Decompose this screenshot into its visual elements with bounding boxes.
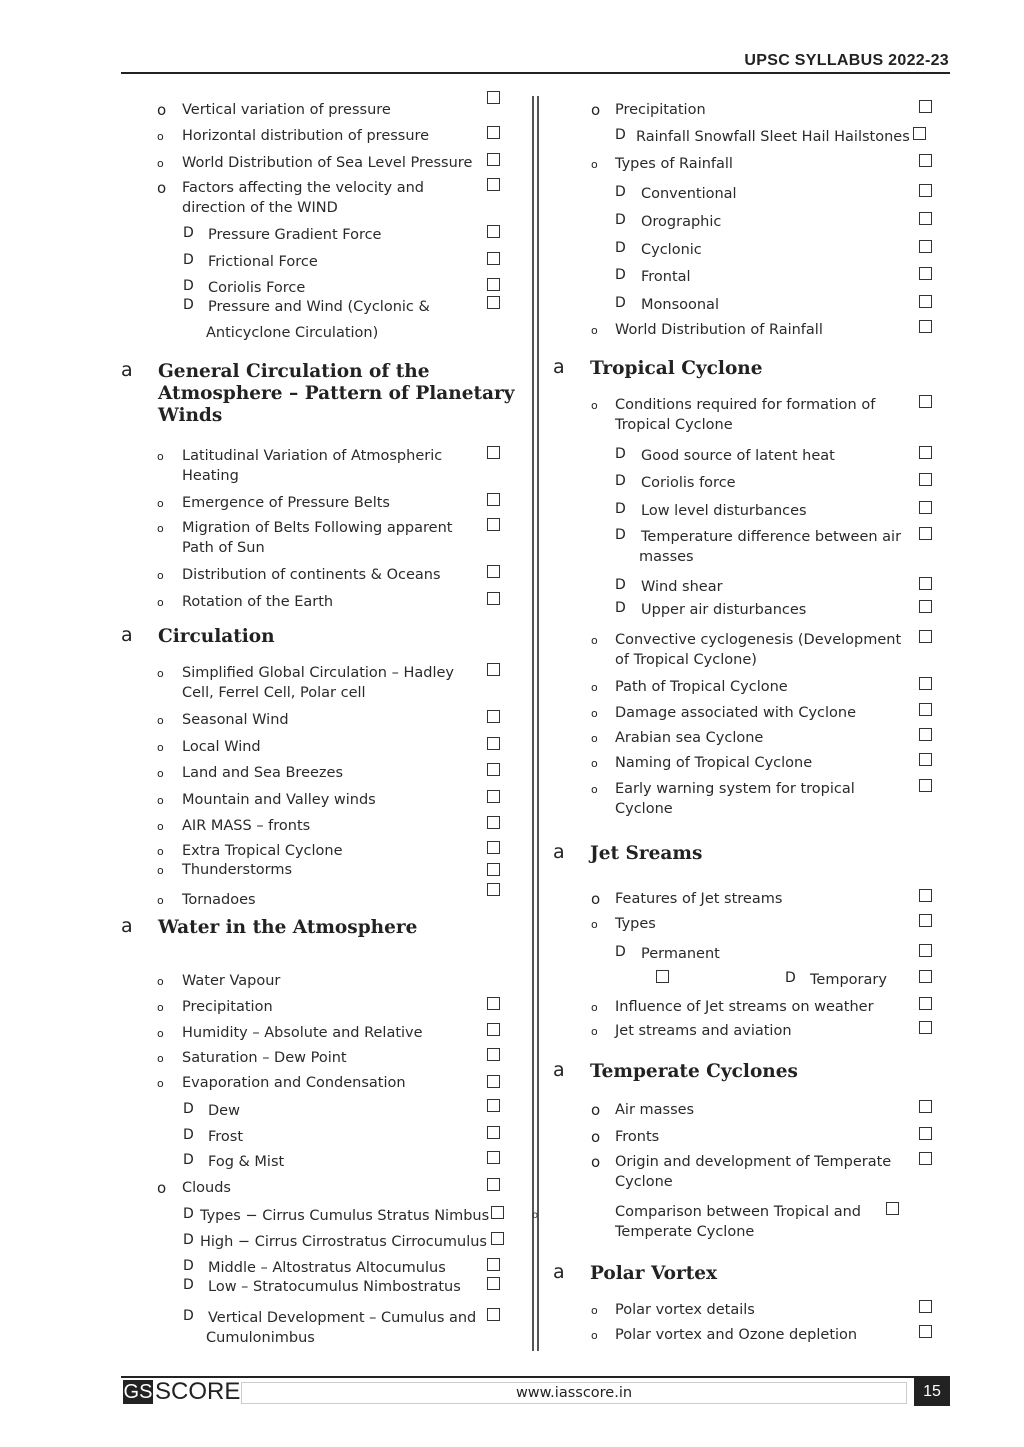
syllabus-subtopic: Temporary: [810, 972, 887, 988]
checkbox[interactable]: [487, 126, 500, 139]
syllabus-subtopic: Middle – Altostratus Altocumulus: [208, 1260, 446, 1276]
syllabus-topic: Tropical Cyclone: [615, 417, 733, 433]
checkbox[interactable]: [487, 1126, 500, 1139]
syllabus-topic: Local Wind: [182, 739, 261, 755]
list-bullet: o: [157, 1052, 164, 1065]
checkbox[interactable]: [919, 527, 932, 540]
syllabus-topic: Temperate Cyclone: [615, 1224, 755, 1240]
section-bullet: a: [553, 1261, 565, 1283]
section-bullet: a: [121, 624, 133, 646]
checkbox[interactable]: [487, 1308, 500, 1321]
list-bullet: o: [157, 794, 164, 807]
list-bullet: o: [591, 757, 598, 770]
checkbox[interactable]: [919, 1127, 932, 1140]
list-bullet: o: [591, 707, 598, 720]
syllabus-subtopic: masses: [639, 549, 694, 565]
checkbox[interactable]: [919, 295, 932, 308]
checkbox[interactable]: [487, 737, 500, 750]
sub-bullet: D: [615, 600, 626, 616]
checkbox[interactable]: [487, 763, 500, 776]
list-bullet: o: [591, 324, 598, 337]
sub-bullet: D: [615, 184, 626, 200]
syllabus-topic: Evaporation and Condensation: [182, 1075, 406, 1091]
checkbox[interactable]: [919, 1300, 932, 1313]
syllabus-subtopic: Vertical Development – Cumulus and: [208, 1310, 477, 1326]
page-number: 15: [914, 1378, 950, 1406]
syllabus-topic: Distribution of continents & Oceans: [182, 567, 441, 583]
checkbox[interactable]: [919, 944, 932, 957]
sub-bullet: D: [183, 297, 194, 313]
syllabus-topic: Extra Tropical Cyclone: [182, 843, 343, 859]
list-bullet: o: [591, 1001, 598, 1014]
checkbox[interactable]: [919, 184, 932, 197]
checkbox[interactable]: [487, 252, 500, 265]
syllabus-subtopic: Frontal: [641, 269, 691, 285]
syllabus-subtopic: Monsoonal: [641, 297, 719, 313]
sub-bullet: D: [183, 1127, 194, 1143]
page-header-title: UPSC SYLLABUS 2022-23: [744, 52, 949, 69]
syllabus-topic: Jet streams and aviation: [615, 1023, 792, 1039]
list-bullet: o: [591, 1304, 598, 1317]
section-bullet: a: [553, 841, 565, 863]
sub-bullet: D: [183, 1277, 194, 1293]
syllabus-topic: direction of the WIND: [182, 200, 338, 216]
checkbox[interactable]: [919, 1100, 932, 1113]
syllabus-topic: Origin and development of Temperate: [615, 1154, 892, 1170]
syllabus-subtopic: Upper air disturbances: [641, 602, 807, 618]
checkbox[interactable]: [919, 1021, 932, 1034]
syllabus-subtopic: Low level disturbances: [641, 503, 807, 519]
checkbox[interactable]: [487, 153, 500, 166]
syllabus-topic: Polar vortex and Ozone depletion: [615, 1327, 858, 1343]
syllabus-topic: Types of Rainfall: [615, 156, 733, 172]
checkbox[interactable]: [919, 212, 932, 225]
checkbox[interactable]: [919, 446, 932, 459]
sub-bullet: D: [615, 577, 626, 593]
sub-bullet: D: [785, 970, 796, 986]
checkbox[interactable]: [919, 1325, 932, 1338]
syllabus-subtopic: Rainfall Snowfall Sleet Hail Hailstones: [636, 129, 910, 145]
syllabus-topic: Saturation – Dew Point: [182, 1050, 347, 1066]
sub-bullet: D: [615, 501, 626, 517]
syllabus-topic: Path of Tropical Cyclone: [615, 679, 788, 695]
checkbox[interactable]: [919, 630, 932, 643]
checkbox[interactable]: [487, 1151, 500, 1164]
checkbox[interactable]: [487, 225, 500, 238]
checkbox[interactable]: [487, 1277, 500, 1290]
checkbox[interactable]: [487, 841, 500, 854]
list-bullet: o: [157, 1027, 164, 1040]
list-bullet: o: [157, 894, 164, 907]
sub-bullet: D: [615, 527, 626, 543]
checkbox[interactable]: [487, 816, 500, 829]
syllabus-topic: Path of Sun: [182, 540, 265, 556]
checkbox[interactable]: [919, 728, 932, 741]
checkbox[interactable]: [919, 473, 932, 486]
column-divider: [532, 96, 534, 1351]
checkbox[interactable]: [487, 710, 500, 723]
list-bullet: o: [157, 1001, 164, 1014]
syllabus-subtopic: Pressure Gradient Force: [208, 227, 382, 243]
syllabus-subtopic: Cumulonimbus: [206, 1330, 315, 1346]
syllabus-subtopic: Temperature difference between air: [641, 529, 902, 545]
syllabus-topic: Polar vortex details: [615, 1302, 755, 1318]
score-logo: SCORE: [155, 1378, 241, 1405]
checkbox[interactable]: [919, 267, 932, 280]
checkbox[interactable]: [919, 889, 932, 902]
list-bullet: o: [157, 667, 164, 680]
section-title: Polar Vortex: [590, 1263, 718, 1284]
section-bullet: a: [121, 359, 133, 381]
syllabus-topic: Migration of Belts Following apparent: [182, 520, 453, 536]
syllabus-topic: Thunderstorms: [182, 862, 293, 878]
syllabus-topic: World Distribution of Sea Level Pressure: [182, 155, 473, 171]
checkbox[interactable]: [487, 790, 500, 803]
syllabus-topic: Conditions required for formation of: [615, 397, 876, 413]
checkbox[interactable]: [919, 753, 932, 766]
list-bullet: o: [591, 1101, 601, 1119]
syllabus-subtopic: Low – Stratocumulus Nimbostratus: [208, 1279, 461, 1295]
checkbox[interactable]: [913, 127, 926, 140]
checkbox[interactable]: [491, 1232, 504, 1245]
section-bullet: a: [553, 1059, 565, 1081]
syllabus-subtopic: Coriolis Force: [208, 280, 306, 296]
syllabus-topic: Fronts: [615, 1129, 660, 1145]
syllabus-topic: Precipitation: [182, 999, 273, 1015]
syllabus-topic: Cyclone: [615, 801, 673, 817]
list-bullet: o: [157, 157, 164, 170]
checkbox[interactable]: [919, 395, 932, 408]
checkbox[interactable]: [919, 703, 932, 716]
list-bullet: o: [591, 158, 598, 171]
syllabus-topic: Humidity – Absolute and Relative: [182, 1025, 423, 1041]
checkbox[interactable]: [656, 970, 669, 983]
checkbox[interactable]: [487, 1023, 500, 1036]
syllabus-topic: Types: [615, 916, 656, 932]
syllabus-topic: Horizontal distribution of pressure: [182, 128, 430, 144]
syllabus-topic: Mountain and Valley winds: [182, 792, 376, 808]
list-bullet: o: [591, 890, 601, 908]
checkbox[interactable]: [919, 600, 932, 613]
section-bullet: a: [121, 915, 133, 937]
syllabus-subtopic: Conventional: [641, 186, 737, 202]
sub-bullet: D: [615, 473, 626, 489]
checkbox[interactable]: [487, 1258, 500, 1271]
list-bullet: o: [591, 681, 598, 694]
syllabus-topic: World Distribution of Rainfall: [615, 322, 823, 338]
list-bullet: o: [591, 783, 598, 796]
syllabus-topic: AIR MASS – fronts: [182, 818, 311, 834]
syllabus-topic: Convective cyclogenesis (Development: [615, 632, 902, 648]
syllabus-topic: Simplified Global Circulation – Hadley: [182, 665, 454, 681]
checkbox[interactable]: [919, 970, 932, 983]
checkbox[interactable]: [487, 178, 500, 191]
syllabus-topic: Cell, Ferrel Cell, Polar cell: [182, 685, 366, 701]
sub-bullet: D: [183, 225, 194, 241]
list-bullet: o: [157, 522, 164, 535]
sub-bullet: D: [183, 278, 194, 294]
syllabus-topic: Factors affecting the velocity and: [182, 180, 424, 196]
section-title: Jet Sreams: [590, 843, 703, 864]
syllabus-topic: Precipitation: [615, 102, 706, 118]
sub-bullet: D: [183, 1206, 194, 1222]
syllabus-topic: Comparison between Tropical and: [615, 1204, 861, 1220]
list-bullet: o: [591, 918, 598, 931]
checkbox[interactable]: [886, 1202, 899, 1215]
checkbox[interactable]: [919, 320, 932, 333]
list-bullet: o: [157, 179, 167, 197]
checkbox[interactable]: [919, 501, 932, 514]
sub-bullet: D: [183, 1308, 194, 1324]
list-bullet: o: [591, 732, 598, 745]
syllabus-topic: Emergence of Pressure Belts: [182, 495, 390, 511]
checkbox[interactable]: [919, 100, 932, 113]
list-bullet: o: [157, 569, 164, 582]
list-bullet: o: [591, 399, 598, 412]
section-title: Water in the Atmosphere: [158, 917, 418, 938]
syllabus-topic: Influence of Jet streams on weather: [615, 999, 874, 1015]
list-bullet: o: [157, 101, 167, 119]
list-bullet: o: [591, 101, 601, 119]
syllabus-topic: Early warning system for tropical: [615, 781, 855, 797]
sub-bullet: D: [615, 944, 626, 960]
section-bullet: a: [553, 356, 565, 378]
sub-bullet: D: [615, 127, 626, 143]
list-bullet: o: [157, 450, 164, 463]
header-rule: [121, 72, 950, 74]
syllabus-topic: Features of Jet streams: [615, 891, 783, 907]
sub-bullet: D: [183, 1101, 194, 1117]
list-bullet: o: [157, 741, 164, 754]
checkbox[interactable]: [487, 493, 500, 506]
syllabus-topic: Rotation of the Earth: [182, 594, 334, 610]
syllabus-topic: Land and Sea Breezes: [182, 765, 343, 781]
section-title: Atmosphere – Pattern of Planetary: [158, 383, 515, 404]
sub-bullet: D: [183, 1152, 194, 1168]
section-title: Temperate Cyclones: [590, 1061, 798, 1082]
syllabus-topic: Damage associated with Cyclone: [615, 705, 857, 721]
syllabus-subtopic: Cyclonic: [641, 242, 702, 258]
syllabus-subtopic: Anticyclone Circulation): [206, 325, 379, 341]
list-bullet: o: [157, 820, 164, 833]
checkbox[interactable]: [487, 883, 500, 896]
column-divider: [537, 96, 539, 1351]
checkbox[interactable]: [487, 663, 500, 676]
syllabus-subtopic: Good source of latent heat: [641, 448, 835, 464]
syllabus-topic: Seasonal Wind: [182, 712, 289, 728]
section-title: Tropical Cyclone: [590, 358, 763, 379]
syllabus-topic: Arabian sea Cyclone: [615, 730, 764, 746]
list-bullet: o: [591, 634, 598, 647]
section-title: General Circulation of the: [158, 361, 430, 382]
sub-bullet: D: [615, 212, 626, 228]
checkbox[interactable]: [919, 577, 932, 590]
syllabus-subtopic: Coriolis force: [641, 475, 736, 491]
checkbox[interactable]: [487, 565, 500, 578]
list-bullet: o: [591, 1128, 601, 1146]
sub-bullet: D: [615, 240, 626, 256]
gs-logo: GS: [123, 1381, 153, 1403]
list-bullet: o: [157, 596, 164, 609]
checkbox[interactable]: [487, 91, 500, 104]
checkbox[interactable]: [487, 997, 500, 1010]
list-bullet: o: [157, 714, 164, 727]
syllabus-subtopic: Types − Cirrus Cumulus Stratus Nimbus: [200, 1208, 490, 1224]
sub-bullet: D: [615, 446, 626, 462]
list-bullet: o: [157, 130, 164, 143]
syllabus-subtopic: Frictional Force: [208, 254, 318, 270]
checkbox[interactable]: [919, 240, 932, 253]
checkbox[interactable]: [919, 677, 932, 690]
footer-rule: [121, 1376, 950, 1378]
checkbox[interactable]: [487, 1048, 500, 1061]
list-bullet: o: [157, 1179, 167, 1197]
list-bullet: o: [157, 1077, 164, 1090]
syllabus-topic: Water Vapour: [182, 973, 281, 989]
syllabus-topic: Naming of Tropical Cyclone: [615, 755, 813, 771]
syllabus-topic: Clouds: [182, 1180, 231, 1196]
list-bullet: o: [157, 975, 164, 988]
section-title: Winds: [158, 405, 223, 426]
section-title: Circulation: [158, 626, 275, 647]
syllabus-subtopic: Wind shear: [641, 579, 723, 595]
syllabus-subtopic: Frost: [208, 1129, 244, 1145]
checkbox[interactable]: [919, 154, 932, 167]
syllabus-topic: of Tropical Cyclone): [615, 652, 757, 668]
syllabus-topic: Air masses: [615, 1102, 695, 1118]
syllabus-subtopic: High − Cirrus Cirrostratus Cirrocumulus: [200, 1234, 487, 1250]
sub-bullet: D: [615, 267, 626, 283]
checkbox[interactable]: [487, 863, 500, 876]
checkbox[interactable]: [919, 914, 932, 927]
list-bullet: o: [591, 1329, 598, 1342]
syllabus-subtopic: Permanent: [641, 946, 720, 962]
list-bullet: o: [157, 864, 164, 877]
checkbox[interactable]: [487, 1075, 500, 1088]
checkbox[interactable]: [487, 278, 500, 291]
sub-bullet: D: [183, 252, 194, 268]
sub-bullet: D: [183, 1232, 194, 1248]
checkbox[interactable]: [487, 592, 500, 605]
sub-bullet: D: [615, 295, 626, 311]
checkbox[interactable]: [491, 1206, 504, 1219]
syllabus-topic: Cyclone: [615, 1174, 673, 1190]
list-bullet: o: [157, 497, 164, 510]
list-bullet: o: [591, 1153, 601, 1171]
checkbox[interactable]: [487, 1178, 500, 1191]
sub-bullet: D: [183, 1258, 194, 1274]
syllabus-topic: Vertical variation of pressure: [182, 102, 391, 118]
list-bullet: o: [591, 1025, 598, 1038]
stray-bullet: o: [532, 1210, 539, 1221]
checkbox[interactable]: [487, 518, 500, 531]
checkbox[interactable]: [487, 296, 500, 309]
checkbox[interactable]: [919, 779, 932, 792]
syllabus-topic: Tornadoes: [182, 892, 256, 908]
checkbox[interactable]: [487, 1099, 500, 1112]
website-url[interactable]: www.iasscore.in: [241, 1382, 907, 1404]
syllabus-subtopic: Pressure and Wind (Cyclonic &: [208, 299, 430, 315]
checkbox[interactable]: [487, 446, 500, 459]
syllabus-topic: Heating: [182, 468, 239, 484]
list-bullet: o: [157, 845, 164, 858]
checkbox[interactable]: [919, 997, 932, 1010]
checkbox[interactable]: [919, 1152, 932, 1165]
syllabus-subtopic: Orographic: [641, 214, 722, 230]
syllabus-subtopic: Dew: [208, 1103, 240, 1119]
syllabus-topic: Latitudinal Variation of Atmospheric: [182, 448, 443, 464]
list-bullet: o: [157, 767, 164, 780]
syllabus-subtopic: Fog & Mist: [208, 1154, 285, 1170]
